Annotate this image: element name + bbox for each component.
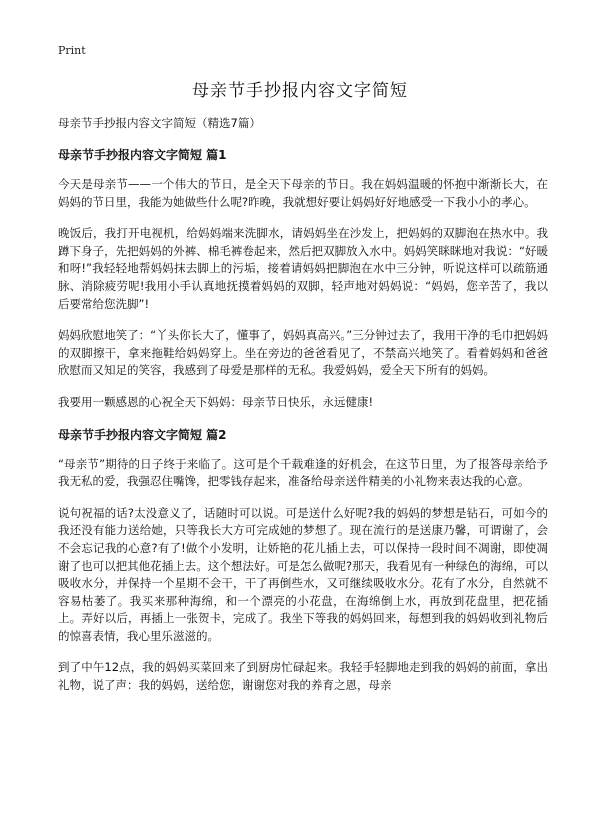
print-link[interactable]: Print	[58, 44, 86, 57]
paragraph: 我要用一颗感恩的心祝全天下妈妈：母亲节日快乐，永远健康!	[58, 394, 374, 409]
paragraph: 说句祝福的话?太没意义了，话随时可以说。可是送什么好呢?我的妈妈的梦想是钻石，可如今的我还没有能力送给她，只等我长大方可完成她的梦想了。现在流行的是送康乃馨，可谓谢了，会不会忘记我的心意?有了!做个小发明，让娇艳的花儿插上去，可以保持一段时间不凋谢，即使凋谢了也可以把其他花插上去。这个想法好。可是怎么做呢?那天，我看见有一种绿色的海绵，可以吸收水分，并保持一个星期不会干，干了再倒些水，又可继续吸收水分。花有了水分，自然就不容易枯萎了。我买来那种海绵，和一个漂亮的小花盘，在海绵倒上水，再放到花盘里，把花插上。弄好以后，再插上一张贺卡，完成了。我坐下等我的妈妈回来，每想到我的妈妈收到礼物后的惊喜表情，我心里乐滋滋的。	[58, 505, 548, 643]
paragraph: “母亲节”期待的日子终于来临了。这可是个千载难逢的好机会，在这节日里，为了报答母亲给予我无私的爱，我强忍住嘴馋，把零钱存起来，准备给母亲送件精美的小礼物来表达我的心意。	[58, 456, 548, 489]
article-subtitle: 母亲节手抄报内容文字简短（精选7篇）	[58, 116, 261, 130]
paragraph: 妈妈欣慰地笑了：“丫头你长大了，懂事了，妈妈真高兴。”三分钟过去了，我用干净的毛巾把妈妈的双脚擦干，拿来拖鞋给妈妈穿上。坐在旁边的爸爸看见了，不禁高兴地笑了。看着妈妈和爸爸欣慰而又知足的笑容，我感到了母爱是那样的无私。我爱妈妈，爱全天下所有的妈妈。	[58, 328, 548, 378]
paragraph: 晚饭后，我打开电视机，给妈妈端来洗脚水，请妈妈坐在沙发上，把妈妈的双脚泡在热水中。我蹲下身子，先把妈妈的外裤、棉毛裤卷起来，然后把双脚放入水中。妈妈笑眯眯地对我说：“好暖和呀!”我轻轻地帮妈妈抹去脚上的污垢，接着请妈妈把脚泡在水中三分钟，听说这样可以疏筋通脉、消除疲劳呢!我用小手认真地抚摸着妈妈的双脚，轻声地对妈妈说：“妈妈，您辛苦了，我以后要常给您洗脚”!	[58, 226, 548, 311]
paragraph: 今天是母亲节——一个伟大的节日，是全天下母亲的节日。我在妈妈温暖的怀抱中渐渐长大，在妈妈的节日里，我能为她做些什么呢?昨晚，我就想好要让妈妈好好地感受一下我小小的孝心。	[58, 177, 548, 209]
page-title: 母亲节手抄报内容文字简短	[192, 81, 408, 101]
section-heading-1: 母亲节手抄报内容文字简短 篇1	[58, 148, 227, 162]
section-heading-2: 母亲节手抄报内容文字简短 篇2	[58, 427, 227, 442]
paragraph: 到了中午12点，我的妈妈买菜回来了到厨房忙碌起来。我轻手轻脚地走到我的妈妈的前面，拿出礼物，说了声：我的妈妈，送给您，谢谢您对我的养育之恩，母亲	[58, 660, 548, 693]
article-body	[58, 114, 548, 709]
